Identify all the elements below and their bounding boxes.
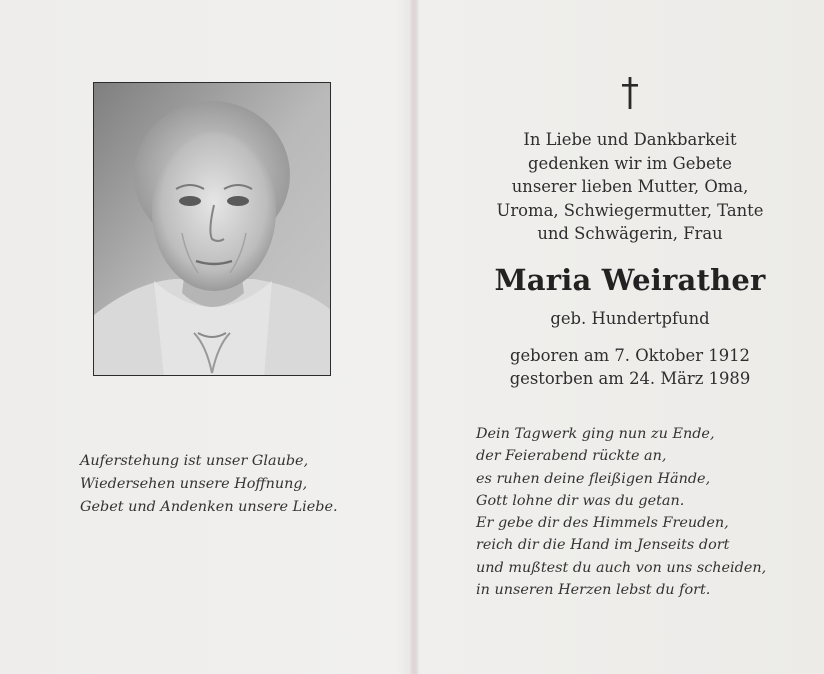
maiden-name: geb. Hundertpfund <box>550 309 710 328</box>
right-verse-line: es ruhen deine fleißigen Hände, <box>476 470 711 487</box>
death-date: gestorben am 24. März 1989 <box>509 368 751 388</box>
intro-line: Uroma, Schwiegermutter, Tante <box>496 200 764 220</box>
left-verse-line: Wiedersehen unsere Hoffnung, <box>80 476 308 492</box>
portrait-illustration <box>94 83 331 376</box>
right-verse <box>476 423 806 601</box>
right-verse-line: Gott lohne dir was du getan. <box>476 492 685 509</box>
intro-line: und Schwägerin, Frau <box>537 224 723 243</box>
left-verse <box>80 450 380 519</box>
right-verse-line: und mußtest du auch von uns scheiden, <box>476 559 767 576</box>
right-verse-line: der Feierabend rückte an, <box>476 448 667 465</box>
intro-line: In Liebe und Dankbarkeit <box>523 130 737 149</box>
deceased-name: Maria Weirather <box>494 263 766 297</box>
intro-line: gedenken wir im Gebete <box>528 153 732 173</box>
portrait-photo <box>93 82 331 376</box>
right-verse-line: in unseren Herzen lebst du fort. <box>476 582 711 599</box>
intro-text <box>420 128 824 246</box>
intro-line: unserer lieben Mutter, Oma, <box>511 177 749 196</box>
life-dates <box>420 345 824 390</box>
card-fold <box>410 0 418 674</box>
latin-cross-icon <box>620 75 640 111</box>
right-verse-line: Dein Tagwerk ging nun zu Ende, <box>476 426 715 442</box>
birth-date: geboren am 7. Oktober 1912 <box>509 346 750 365</box>
right-verse-line: Er gebe dir des Himmels Freuden, <box>476 515 729 532</box>
left-verse-line: Auferstehung ist unser Glaube, <box>80 453 309 469</box>
right-verse-line: reich dir die Hand im Jenseits dort <box>476 537 730 554</box>
left-verse-line: Gebet und Andenken unsere Liebe. <box>80 499 338 515</box>
